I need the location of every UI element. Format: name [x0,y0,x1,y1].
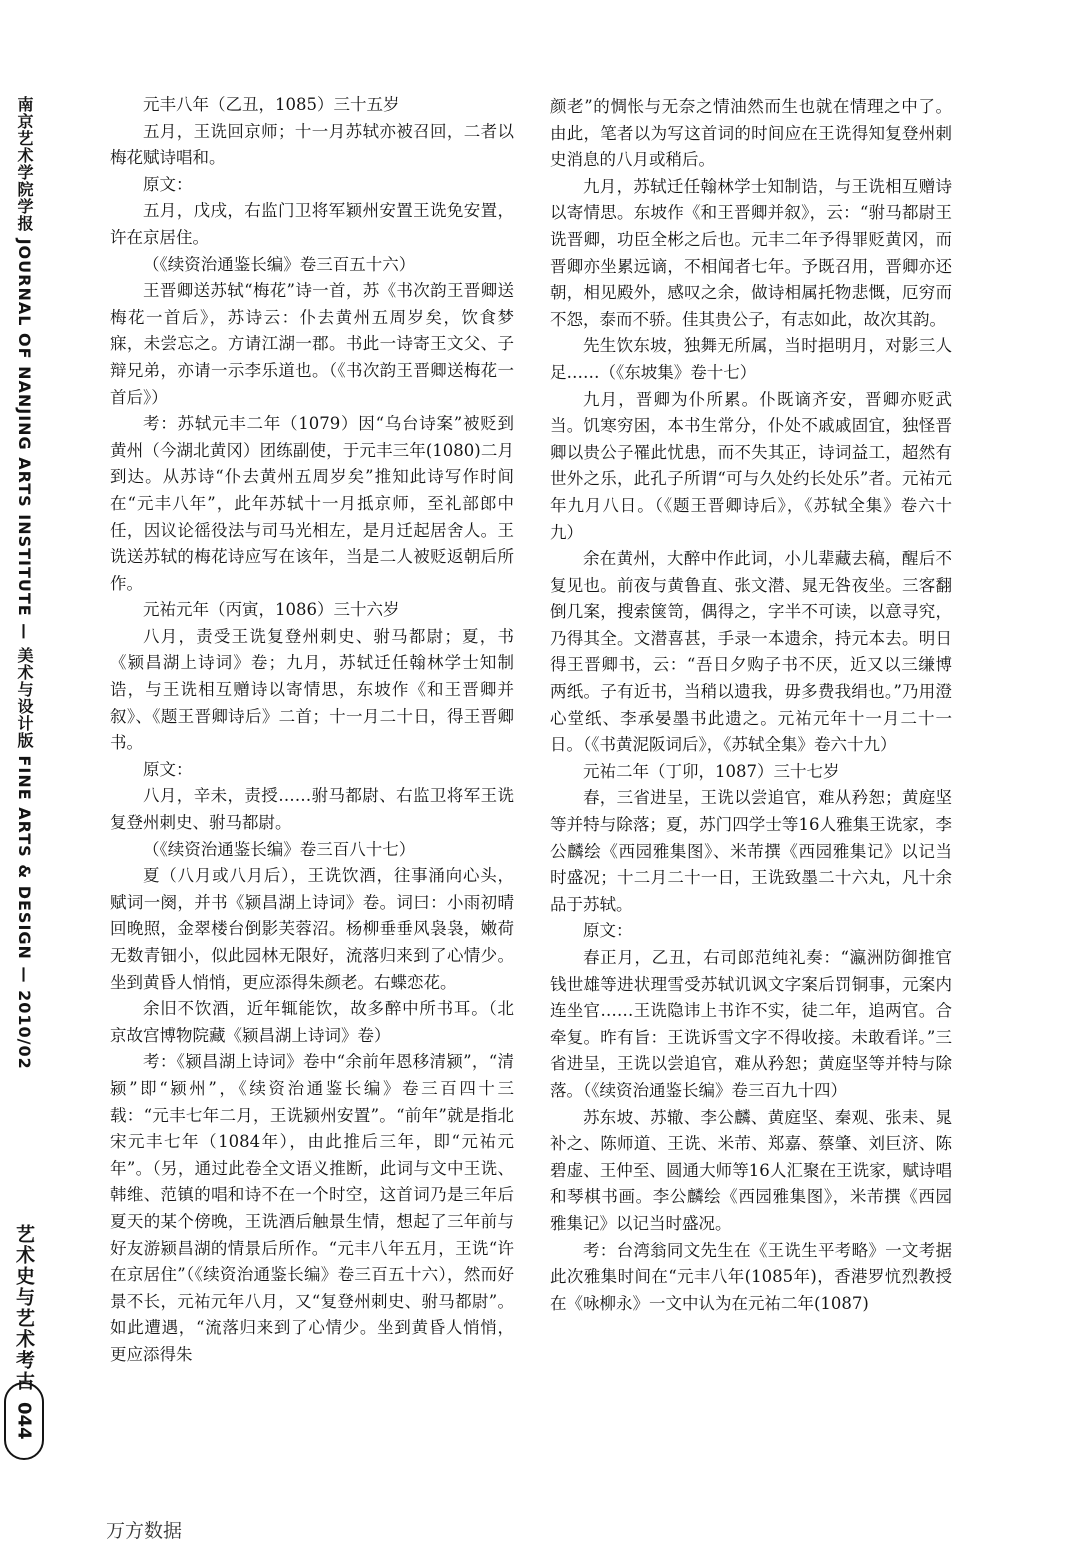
paragraph: 考：苏轼元丰二年（1079）因“乌台诗案”被贬到黄州（今湖北黄冈）团练副使，于元丰三年(1080)二月到达。从苏诗“仆去黄州五周岁矣”推知此诗写作时间在“元丰八年”，此年苏轼十一月抵京师，至礼部郎中任，因议论徭役法与司马光相左，是月迁起居舍人。王诜送苏轼的梅花诗应写在该年，当是二人被贬返朝后所作。 [110,414,514,593]
paragraph: 春，三省进呈，王诜以尝追官，难从矜恕；黄庭坚等并特与除落；夏，苏门四学士等16人雅集王诜家，李公麟绘《西园雅集图》、米芾撰《西园雅集记》以记当时盛况；十二月二十一日，王诜致墨二十六丸，凡十余品于苏轼。 [550,788,952,914]
year-heading: 元祐元年（丙寅，1086）三十六岁 [143,600,400,620]
paragraph: 五月，戊戌，右监门卫将军颖州安置王诜免安置，许在京居住。 [110,201,514,247]
paragraph: 五月，王诜回京师；十一月苏轼亦被召回，二者以梅花赋诗唱和。 [110,121,514,168]
page-number-badge [4,1382,44,1460]
paragraph: 考：《颍昌湖上诗词》卷中“余前年恩移清颍”，“清颍”即“颍州”，《续资治通鉴长编》卷三百四十三载：“元丰七年二月，王诜颍州安置”。“前年”就是指北宋元丰七年（1084年），由此推后三年，即“元祐元年”。（另，通过此卷全文语义推断，此词与文中王诜、韩维、范镇的唱和诗不在一个时空，这首词乃是三年后夏天的某个傍晚，王诜酒后触景生情，想起了三年前与好友游颍昌湖的情景后所作。“元丰八年五月，王诜“许在京居住”（《续资治通鉴长编》卷三百五十六），然而好景不长，元祐元年八月，又“复登州刺史、驸马都尉”。如此遭遇，“流落归来到了心情少。坐到黄昏人悄悄，更应添得朱 [110,1052,514,1364]
section-label: 艺术史与艺术考古 [13,1224,35,1392]
original-text-label: 原文： [143,174,193,194]
paragraph: 考：台湾翁同文先生在《王诜生平考略》一文考据此次雅集时间在“元丰八年(1085年)，香港罗忼烈教授在《咏柳永》一文中认为在元祐二年(1087) [550,1240,952,1313]
paragraph-continued: 颜老”的惆怅与无奈之情油然而生也就在情理之中了。由此，笔者以为写这首词的时间应在王诜得知复登州刺史消息的八月或稍后。 [550,97,952,170]
citation: （《续资治通鉴长编》卷三百八十七） [143,839,416,859]
paragraph: 王晋卿送苏轼“梅花”诗一首，苏《书次韵王晋卿送梅花一首后》，苏诗云：仆去黄州五周岁矣，饮食梦寐，未尝忘之。方请江湖一郡。书此一诗寄王文父、子辩兄弟，亦请一示李乐道也。（《书次韵王晋卿送梅花一首后》） [110,281,514,407]
paragraph: 余旧不饮酒，近年辄能饮，故多醉中所书耳。（北京故宫博物院藏《颍昌湖上诗词》卷） [110,999,514,1045]
paragraph: 春正月，乙丑，右司郎范纯礼奏：“瀛洲防御推官钱世雄等进状理雪受苏轼讥讽文字案后罚铜事，元案内连坐官……王诜隐讳上书诈不实，徒二年，追两官。合牵复。昨有旨：王诜诉雪文字不得收接。未敢看详。”三省进呈，王诜以尝追官，难从矜恕；黄庭坚等并特与除落。（《续资治通鉴长编》卷三百九十四） [550,948,952,1100]
paragraph: 九月，苏轼迁任翰林学士知制诰，与王诜相互赠诗以寄情思。东坡作《和王晋卿并叙》，云：“驸马都尉王诜晋卿，功臣全彬之后也。元丰二年予得罪贬黄冈，而晋卿亦坐累远谪，不相闻者七年。予既召用，晋卿亦还朝，相见殿外，感叹之余，做诗相属托物悲慨，厄穷而不怨，泰而不骄。佳其贵公子，有志如此，故次其韵。 [550,176,952,329]
original-text-label: 原文： [583,921,633,941]
year-heading: 元祐二年（丁卯，1087）三十七岁 [583,761,840,781]
footer-watermark: 万方数据 [106,1520,183,1542]
left-column [110,92,514,1369]
paragraph: 八月，辛未，责授……驸马都尉、右监卫将军王诜复登州刺史、驸马都尉。 [110,786,514,833]
original-text-label: 原文： [143,759,193,779]
right-column [550,94,952,1317]
paragraph: 九月，晋卿为仆所累。仆既谪齐安，晋卿亦贬武当。饥寒穷困，本书生常分，仆处不戚戚固宜，独怪晋卿以贵公子罹此忧患，而不失其正，诗词益工，超然有世外之乐，此孔子所谓“可与久处约长处乐”者。元祐元年九月八日。（《题王晋卿诗后》，《苏轼全集》卷六十九） [550,389,952,542]
paragraph: 八月，责受王诜复登州刺史、驸马都尉；夏，书《颍昌湖上诗词》卷；九月，苏轼迁任翰林学士知制诰，与王诜相互赠诗以寄情思，东坡作《和王晋卿并叙》、《题王晋卿诗后》二首；十一月二十日，得王晋卿书。 [110,626,514,753]
paragraph: 苏东坡、苏辙、李公麟、黄庭坚、秦观、张耒、晁补之、陈师道、王诜、米芾、郑嘉、蔡肇、刘巨济、陈碧虚、王仲至、圆通大师等16人汇聚在王诜家，赋诗唱和琴棋书画。李公麟绘《西园雅集图》，米芾撰《西园雅集记》以记当时盛况。 [550,1107,952,1233]
paragraph: 余在黄州，大醉中作此词，小儿辈藏去稿，醒后不复见也。前夜与黄鲁直、张文潜、晁无咎夜坐。三客翻倒几案，搜索箧笥，偶得之，字半不可读，以意寻究，乃得其全。文潜喜甚，手录一本遗余，持元本去。明日得王晋卿书，云：“吾日夕购子书不厌，近又以三缣博两纸。子有近书，当稍以遗我，毋多费我绢也。”乃用澄心堂纸、李承晏墨书此遗之。元祐元年十一月二十一日。（《书黄泥阪词后》，《苏轼全集》卷六十九） [550,549,952,755]
year-heading: 元丰八年（乙丑，1085）三十五岁 [143,95,400,114]
paragraph: 夏（八月或八月后），王诜饮酒，往事涌向心头，赋词一阕，并书《颍昌湖上诗词》卷。词曰：小雨初晴回晚照，金翠楼台倒影芙蓉沼。杨柳垂垂风袅袅，嫩荷无数青钿小，似此园林无限好，流落归来到了心情少。坐到黄昏人悄悄，更应添得朱颜老。右蝶恋花。 [110,866,514,992]
paragraph: 先生饮东坡，独舞无所属，当时挹明月，对影三人足……（《东坡集》卷十七） [550,336,952,382]
citation: （《续资治通鉴长编》卷三百五十六） [143,254,416,274]
journal-running-head: 南京艺术学院学报 JOURNAL OF NANJING ARTS INSTITUTE — 美术与设计版 FINE ARTS & DESIGN — 2010/02 [15,96,34,1070]
journal-sidebar [4,96,44,1476]
page-number: 044 [13,1402,35,1440]
